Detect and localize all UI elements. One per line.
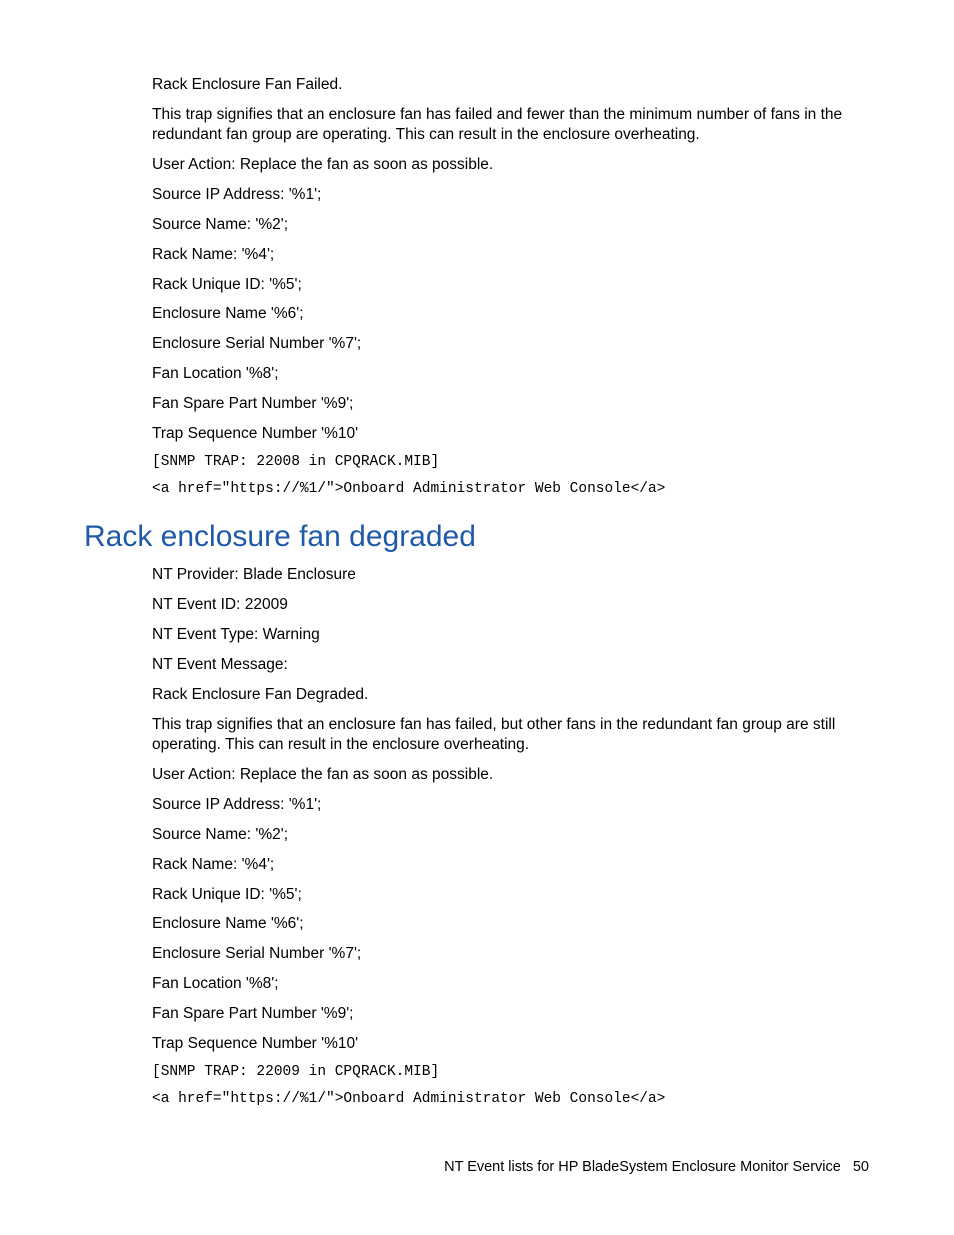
text-line: Rack Name: '%4'; [152,856,275,873]
text-line: Enclosure Serial Number '%7'; [152,335,362,352]
text-line: Rack Unique ID: '%5'; [152,276,302,293]
text-line: Source IP Address: '%1'; [152,186,322,203]
text-line: Enclosure Name '%6'; [152,915,304,932]
page-footer [444,1157,869,1177]
text-line: NT Event Type: Warning [152,626,320,643]
text-line: Source IP Address: '%1'; [152,796,322,813]
code-line: [SNMP TRAP: 22009 in CPQRACK.MIB] [152,1064,440,1080]
text-line: Fan Location '%8'; [152,975,279,992]
text-line: Trap Sequence Number '%10' [152,425,359,442]
text-line: User Action: Replace the fan as soon as possible. [152,156,494,173]
text-line: Rack Enclosure Fan Degraded. [152,686,369,703]
code-line: [SNMP TRAP: 22008 in CPQRACK.MIB] [152,454,440,470]
page-number: 50 [852,1159,869,1175]
text-line: Fan Spare Part Number '%9'; [152,395,354,412]
text-line: NT Provider: Blade Enclosure [152,566,356,583]
text-line: Fan Spare Part Number '%9'; [152,1005,354,1022]
text-paragraph: This trap signifies that an enclosure fan has failed, but other fans in the redundant fan group are still operating. This can result in the enclosure overheating. [152,716,836,753]
text-line: Enclosure Name '%6'; [152,305,304,322]
text-line: Fan Location '%8'; [152,365,279,382]
code-line: <a href="https://%1/">Onboard Administrator Web Console</a> [152,481,666,497]
text-line: User Action: Replace the fan as soon as possible. [152,766,494,783]
text-line: NT Event Message: [152,656,288,673]
text-line: Trap Sequence Number '%10' [152,1035,359,1052]
text-line: Rack Enclosure Fan Failed. [152,76,343,93]
text-line: Enclosure Serial Number '%7'; [152,945,362,962]
section-heading: Rack enclosure fan degraded [84,520,476,553]
footer-title: NT Event lists for HP BladeSystem Enclosure Monitor Service [444,1159,841,1175]
text-line: Source Name: '%2'; [152,216,289,233]
text-line: Source Name: '%2'; [152,826,289,843]
text-line: NT Event ID: 22009 [152,596,288,613]
text-paragraph: This trap signifies that an enclosure fan has failed and fewer than the minimum number of fans in the redundant fan group are operating. This can result in the enclosure overheating. [152,106,843,143]
text-line: Rack Unique ID: '%5'; [152,886,302,903]
code-line: <a href="https://%1/">Onboard Administrator Web Console</a> [152,1091,666,1107]
text-line: Rack Name: '%4'; [152,246,275,263]
